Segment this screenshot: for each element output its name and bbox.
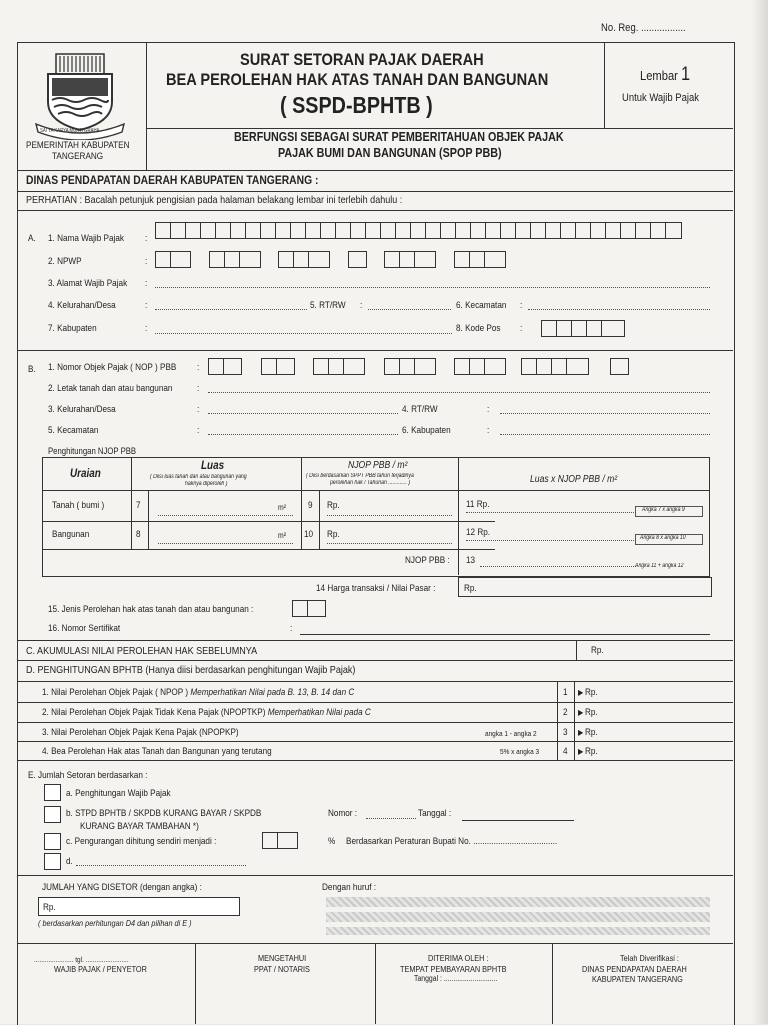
rt-rw-label: 5. RT/RW — [310, 300, 346, 311]
colon: : — [290, 623, 293, 634]
nomor-label: Nomor : — [328, 808, 358, 819]
jumlah-rp: Rp. — [43, 902, 56, 913]
kecamatan-label: 6. Kecamatan — [456, 300, 507, 311]
colon: : — [487, 404, 490, 415]
nomor-sertifikat-label: 16. Nomor Sertifikat — [48, 623, 121, 634]
nop-input-7[interactable] — [610, 358, 629, 375]
table-divider — [319, 490, 320, 549]
jumlah-input[interactable] — [38, 897, 240, 916]
col-uraian: Uraian — [70, 468, 101, 480]
option-a-label: a. Penghitungan Wajib Pajak — [66, 788, 171, 799]
divider — [17, 722, 733, 723]
divider — [552, 943, 553, 1024]
sig1-role: WAJIB PAJAK / PENYETOR — [54, 964, 147, 974]
d3-num: 3 — [563, 727, 568, 738]
col-njop-note2: perolehan hak / Tahunan ............. ) — [330, 480, 411, 486]
d1-num: 1 — [563, 687, 568, 698]
sig2-role: PPAT / NOTARIS — [254, 964, 310, 974]
lembar-sub: Untuk Wajib Pajak — [622, 92, 699, 104]
nomor-sertifikat-field[interactable] — [300, 634, 710, 635]
title-line1: SURAT SETORAN PAJAK DAERAH — [240, 50, 484, 69]
njop-pbb-field[interactable] — [480, 566, 636, 567]
total-tanah-field[interactable] — [466, 512, 636, 513]
njop-pbb-note: Angka 11 + angka 12 — [635, 563, 684, 569]
sig3-title: DITERIMA OLEH : — [428, 953, 489, 963]
nop-input-1[interactable] — [208, 358, 242, 375]
colon: : — [487, 425, 490, 436]
tanggal-label: Tanggal : — [418, 808, 452, 819]
jenis-perolehan-input[interactable] — [292, 600, 326, 617]
harga-transaksi-input[interactable] — [458, 577, 712, 597]
option-d-checkbox[interactable] — [44, 853, 61, 870]
row-tanah-num11: 11 Rp. — [466, 499, 490, 510]
luas-bangunan-field[interactable] — [158, 543, 293, 544]
divider — [375, 943, 376, 1024]
d1-rp: ▶ Rp. — [578, 687, 598, 698]
total-bangunan-field[interactable] — [466, 540, 636, 541]
kabupaten-field[interactable] — [155, 333, 452, 334]
title-line3: ( SSPD-BPHTB ) — [280, 92, 433, 118]
njop-bangunan-field[interactable] — [327, 543, 452, 544]
registration-number: No. Reg. ................. — [601, 22, 686, 34]
colon: : — [197, 383, 200, 394]
unit-m2: m² — [278, 503, 287, 512]
pengurangan-input[interactable] — [262, 832, 298, 849]
subtitle-line2: PAJAK BUMI DAN BANGUNAN (SPOP PBB) — [278, 146, 502, 160]
section-e-label: E. Jumlah Setoran berdasarkan : — [28, 770, 148, 781]
col-total: Luas x NJOP PBB / m² — [530, 474, 618, 485]
unit-m2: m² — [278, 531, 287, 540]
colon: : — [197, 404, 200, 415]
seal-motto: SATYA KARYA MUKTI GRAHA — [40, 128, 100, 134]
logo-org-line1: PEMERINTAH KABUPATEN — [26, 140, 130, 151]
npwp-label: 2. NPWP — [48, 256, 82, 267]
d3-rp: ▶ Rp. — [578, 727, 598, 738]
divider — [17, 660, 733, 661]
divider — [17, 741, 733, 742]
perhatian-note: PERHATIAN : Bacalah petunjuk pengisian pada halaman belakang lembar ini terlebih dahulu : — [26, 194, 403, 206]
divider — [17, 681, 733, 682]
col-luas: Luas — [201, 460, 225, 472]
logo-org-line2: TANGERANG — [52, 151, 104, 162]
option-a-checkbox[interactable] — [44, 784, 61, 801]
table-divider — [42, 549, 495, 550]
colon: : — [145, 256, 148, 267]
dengan-huruf-field[interactable] — [326, 927, 710, 935]
percent-sign: % — [328, 836, 336, 847]
section-b-letter: B. — [28, 364, 36, 375]
row-tanah-num9: 9 — [308, 500, 313, 511]
kabupaten-label: 7. Kabupaten — [48, 323, 97, 334]
colon: : — [145, 300, 148, 311]
npwp-input-2[interactable] — [209, 251, 261, 268]
row-bangunan-rp: Rp. — [327, 529, 340, 540]
option-d-field[interactable] — [76, 865, 246, 866]
divider — [17, 191, 733, 192]
row-bangunan-note: Angka 8 x angka 10 — [640, 535, 686, 541]
row-tanah-rp: Rp. — [327, 500, 340, 511]
table-divider — [148, 490, 149, 549]
letak-field[interactable] — [208, 392, 710, 393]
kabupaten-b-label: 6. Kabupaten — [402, 425, 451, 436]
npwp-input-3[interactable] — [278, 251, 330, 268]
colon: : — [197, 425, 200, 436]
d4-rp: ▶ Rp. — [578, 746, 598, 757]
divider — [17, 210, 733, 211]
nama-wajib-pajak-input[interactable] — [155, 222, 682, 239]
divider — [17, 760, 733, 761]
divider — [146, 42, 147, 170]
d3-note: angka 1 - angka 2 — [485, 729, 537, 738]
subtitle-line1: BERFUNGSI SEBAGAI SURAT PEMBERITAHUAN OBJEK PAJAK — [234, 130, 564, 144]
nomor-field[interactable] — [366, 818, 416, 819]
table-divider — [42, 521, 495, 522]
row-bangunan-label: Bangunan — [52, 529, 90, 540]
d4-label: 4. Bea Perolehan Hak atas Tanah dan Bangunan yang terutang — [42, 746, 272, 757]
option-b-label-2: KURANG BAYAR TAMBAHAN *) — [80, 821, 199, 832]
jumlah-label: JUMLAH YANG DISETOR (dengan angka) : — [42, 882, 202, 893]
penghitungan-njop-label: Penghitungan NJOP PBB — [48, 446, 137, 456]
sig1-date: ...................... tgl. ........................ — [34, 955, 129, 964]
row-bangunan-num10: 10 — [304, 529, 314, 540]
dinas-heading: DINAS PENDAPATAN DAERAH KABUPATEN TANGERANG : — [26, 173, 319, 187]
nop-input-2[interactable] — [261, 358, 295, 375]
nop-input-6[interactable] — [521, 358, 589, 375]
sig4-title: Telah Diverifikasi : — [620, 953, 679, 963]
njop-pbb-label: NJOP PBB : — [405, 555, 450, 566]
dengan-huruf-label: Dengan huruf : — [322, 882, 377, 893]
jumlah-note: ( berdasarkan perhitungan D4 dan pilihan di E ) — [38, 918, 192, 928]
option-d-label: d. — [66, 856, 73, 867]
row-tanah-note: Angka 7 x angka 9 — [642, 507, 685, 513]
row-bangunan-num8: 8 — [136, 529, 141, 540]
option-c-checkbox[interactable] — [44, 833, 61, 850]
sig3-role: TEMPAT PEMBAYARAN BPHTB — [400, 964, 507, 974]
npwp-input-4[interactable] — [348, 251, 367, 268]
d2-text: 2. Nilai Perolehan Objek Pajak Tidak Kena Pajak (NPOPTKP) — [42, 707, 266, 718]
table-divider — [131, 457, 132, 549]
regency-logo — [30, 50, 130, 140]
table-divider — [42, 490, 710, 491]
d1-hint: Memperhatikan Nilai pada B. 13, B. 14 dan C — [190, 687, 355, 698]
section-c-rp: Rp. — [591, 645, 604, 656]
lembar-word: Lembar — [640, 68, 678, 83]
rt-rw-b-field[interactable] — [500, 413, 710, 414]
col-njop-note1: ( Diisi berdasarkan SPPT PBB tahun terjadinya — [306, 473, 414, 479]
colon: : — [145, 323, 148, 334]
kecamatan-b-field[interactable] — [208, 434, 398, 435]
kelurahan-b-field[interactable] — [208, 413, 398, 414]
row-bangunan-num12: 12 Rp. — [466, 527, 491, 538]
divider — [604, 42, 605, 128]
alamat-field[interactable] — [155, 287, 710, 288]
letak-label: 2. Letak tanah dan atau bangunan — [48, 383, 173, 394]
divider — [17, 170, 733, 171]
npwp-input-1[interactable] — [155, 251, 191, 268]
colon: : — [520, 300, 523, 311]
kode-pos-input[interactable] — [541, 320, 625, 337]
rt-rw-b-label: 4. RT/RW — [402, 404, 438, 415]
sig3-date: Tanggal : ............................ — [414, 974, 498, 983]
d2-num: 2 — [563, 707, 568, 718]
kelurahan-label: 4. Kelurahan/Desa — [48, 300, 116, 311]
d2-rp: ▶ Rp. — [578, 707, 598, 718]
kabupaten-b-field[interactable] — [500, 434, 710, 435]
option-b-label-1: b. STPD BPHTB / SKPDB KURANG BAYAR / SKPDB — [66, 808, 262, 819]
kecamatan-b-label: 5. Kecamatan — [48, 425, 99, 436]
col-luas-note1: ( Diisi luas tanah dan atau bangunan yang — [150, 474, 247, 480]
alamat-label: 3. Alamat Wajib Pajak — [48, 278, 128, 289]
table-divider — [301, 457, 302, 549]
colon: : — [520, 323, 523, 334]
option-c-label: c. Pengurangan dihitung sendiri menjadi : — [66, 836, 217, 847]
row-tanah-label: Tanah ( bumi ) — [52, 500, 105, 511]
njop-tanah-field[interactable] — [327, 515, 452, 516]
kelurahan-field[interactable] — [155, 309, 307, 310]
dengan-huruf-field[interactable] — [326, 897, 710, 907]
divider — [557, 681, 558, 760]
sig2-title: MENGETAHUI — [258, 953, 307, 963]
colon: : — [145, 233, 148, 244]
sig4-org2: KABUPATEN TANGERANG — [592, 974, 683, 984]
sig4-org: DINAS PENDAPATAN DAERAH — [582, 964, 687, 974]
d2-hint: Memperhatikan Nilai pada C — [267, 707, 371, 718]
npwp-input-5[interactable] — [384, 251, 436, 268]
tanggal-field[interactable] — [462, 820, 574, 821]
harga-transaksi-label: 14 Harga transaksi / Nilai Pasar : — [316, 583, 436, 594]
page-edge — [752, 0, 768, 1024]
dengan-huruf-field[interactable] — [326, 912, 710, 922]
nop-label: 1. Nomor Objek Pajak ( NOP ) PBB — [48, 362, 177, 373]
divider — [17, 875, 733, 876]
d1-text: 1. Nilai Perolehan Objek Pajak ( NPOP ) — [42, 687, 189, 698]
peraturan-bupati-note: Berdasarkan Peraturan Bupati No. ..................................... — [346, 836, 558, 847]
option-b-checkbox[interactable] — [44, 806, 61, 823]
divider — [195, 943, 196, 1024]
harga-rp: Rp. — [464, 583, 477, 594]
title-line2: BEA PEROLEHAN HAK ATAS TANAH DAN BANGUNAN — [166, 70, 549, 89]
d2-label — [42, 707, 371, 718]
kecamatan-field[interactable] — [528, 309, 710, 310]
divider — [574, 681, 575, 760]
row-tanah-num7: 7 — [136, 500, 141, 511]
npwp-input-6[interactable] — [454, 251, 506, 268]
d4-note: 5% x angka 3 — [500, 747, 540, 756]
divider — [576, 640, 577, 660]
divider — [17, 350, 733, 351]
colon: : — [360, 300, 363, 311]
d4-num: 4 — [563, 746, 568, 757]
kelurahan-b-label: 3. Kelurahan/Desa — [48, 404, 116, 415]
col-njop: NJOP PBB / m² — [348, 460, 408, 471]
tangerang-seal-icon — [30, 50, 130, 140]
njop-pbb-num: 13 — [466, 555, 476, 566]
section-c-label: C. AKUMULASI NILAI PEROLEHAN HAK SEBELUMNYA — [26, 645, 258, 657]
nop-input-3[interactable] — [313, 358, 365, 375]
nop-input-5[interactable] — [454, 358, 506, 375]
lembar-label — [640, 64, 690, 86]
nop-input-4[interactable] — [384, 358, 436, 375]
colon: : — [197, 362, 200, 373]
nama-wajib-pajak-label: 1. Nama Wajib Pajak — [48, 233, 124, 244]
d1-label — [42, 687, 354, 698]
luas-tanah-field[interactable] — [158, 515, 293, 516]
colon: : — [145, 278, 148, 289]
section-d-label: D. PENGHITUNGAN BPHTB (Hanya diisi berdasarkan penghitungan Wajib Pajak) — [26, 664, 356, 676]
d3-label: 3. Nilai Perolehan Objek Pajak Kena Pajak (NPOPKP) — [42, 727, 239, 738]
jenis-perolehan-label: 15. Jenis Perolehan hak atas tanah dan atau bangunan : — [48, 604, 254, 615]
kode-pos-label: 8. Kode Pos — [456, 323, 501, 334]
divider — [17, 702, 733, 703]
lembar-number: 1 — [681, 64, 691, 85]
divider — [146, 128, 733, 129]
divider — [17, 640, 733, 641]
section-a-letter: A. — [28, 233, 36, 244]
col-luas-note2: haknya diperoleh ) — [185, 481, 228, 487]
rt-rw-field[interactable] — [368, 309, 451, 310]
table-divider — [458, 457, 459, 575]
